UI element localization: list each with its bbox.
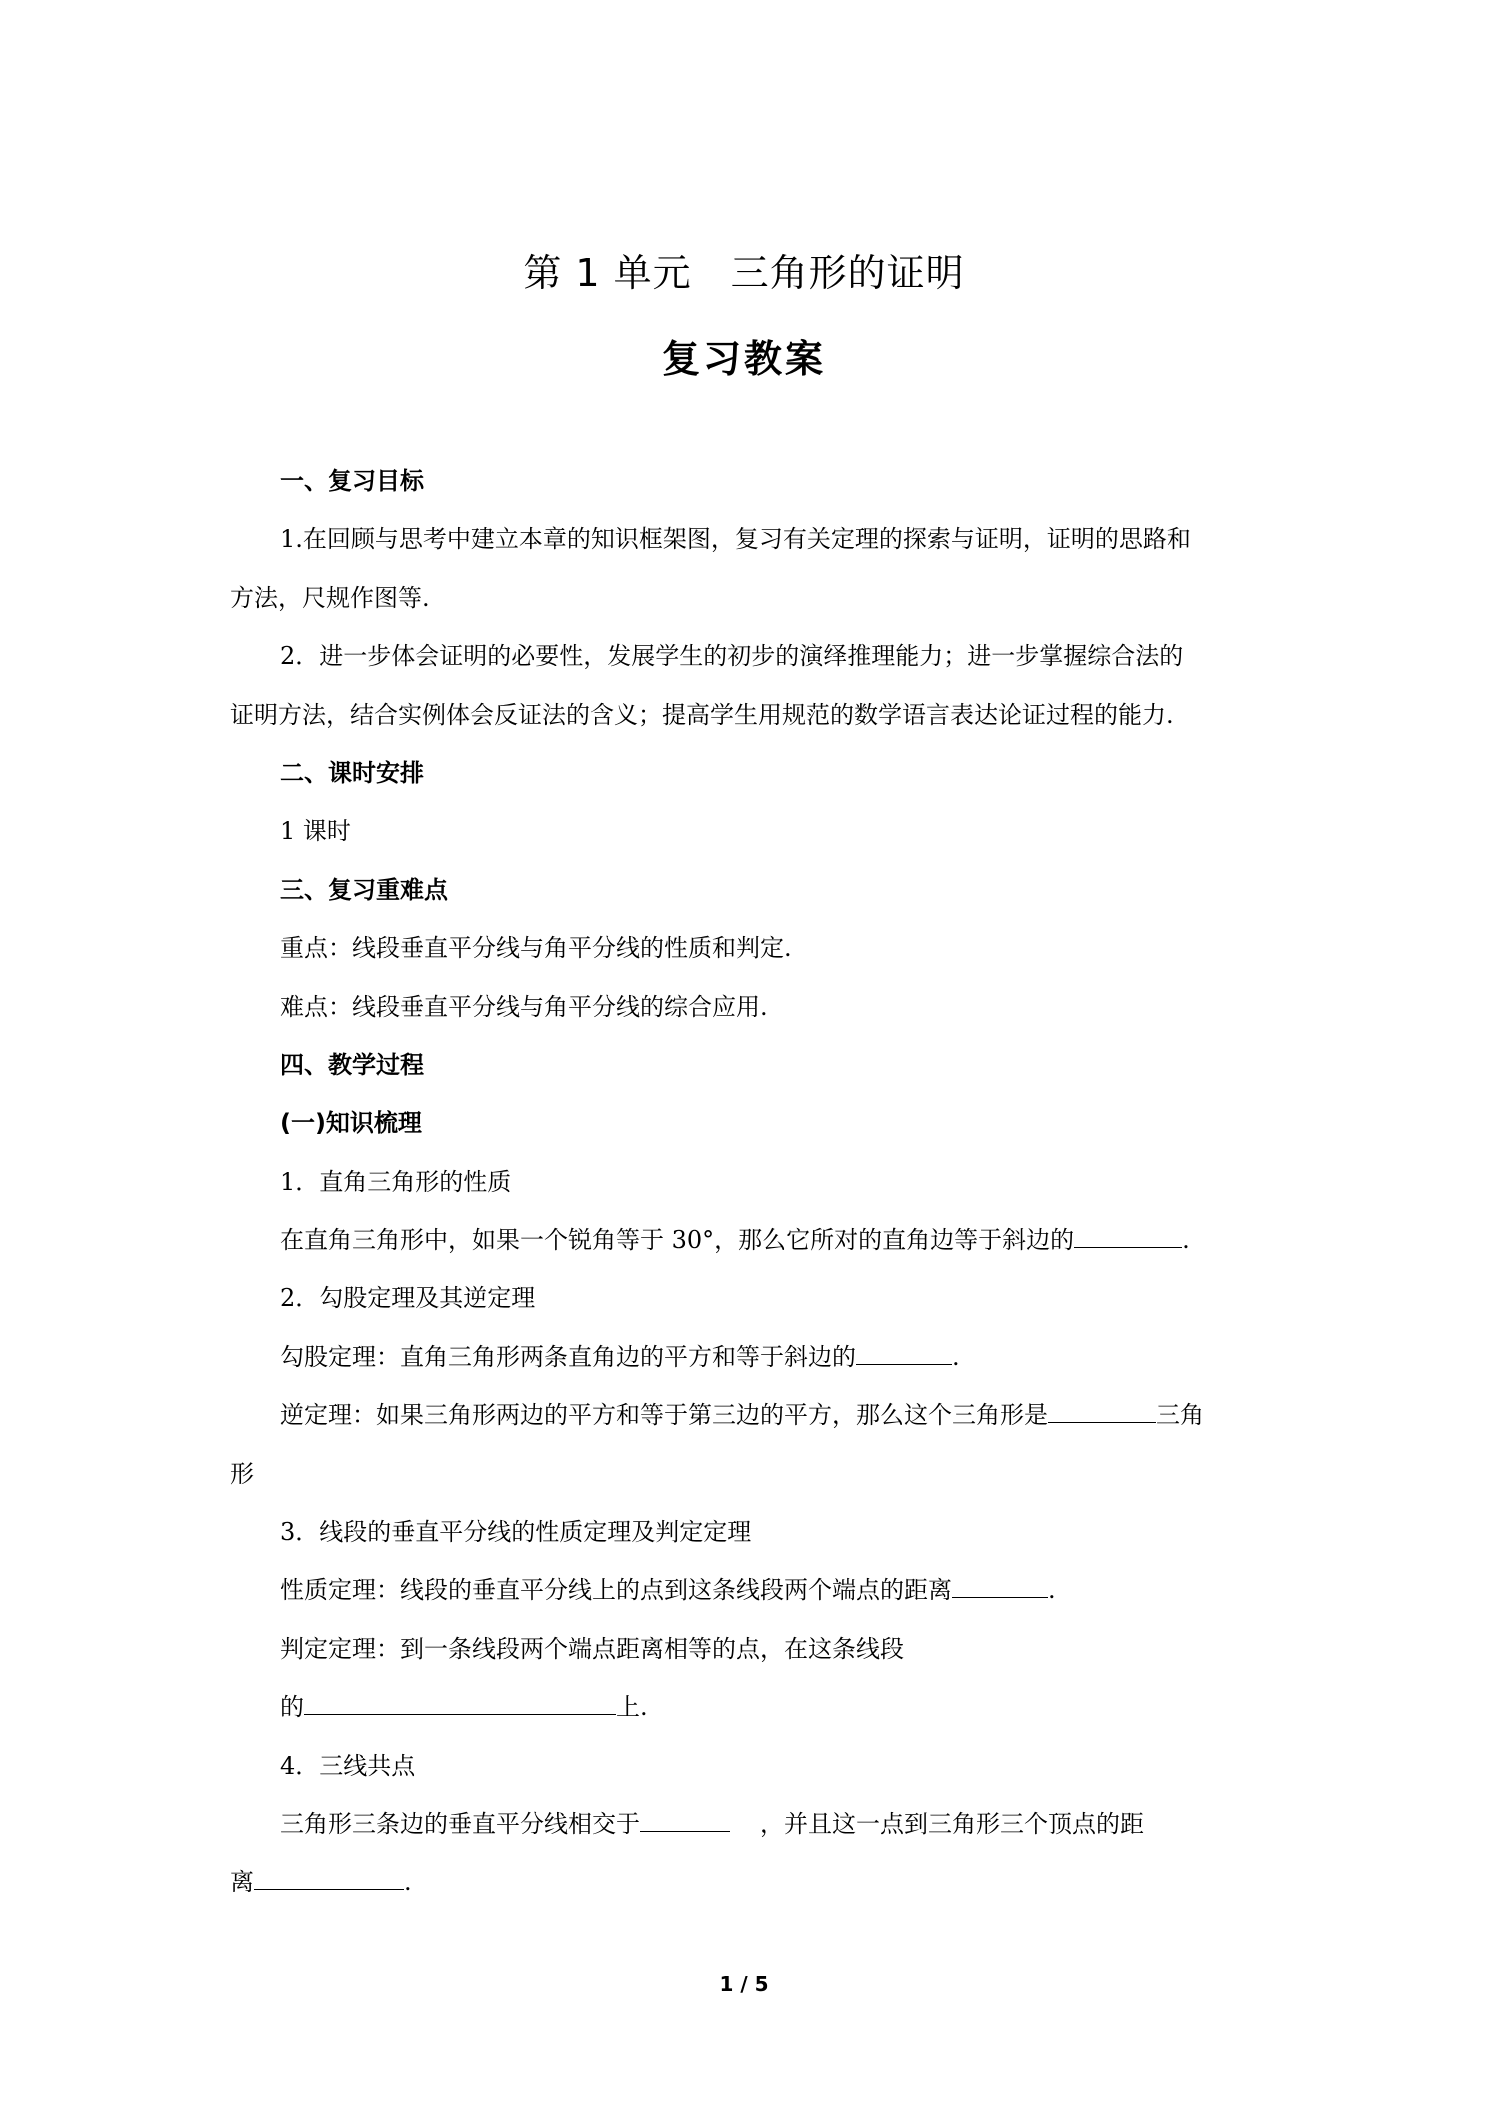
page-number: 1 / 5 — [719, 1972, 769, 1996]
fill-in-blank — [304, 1692, 616, 1715]
unit-title: 第 1 单元 三角形的证明 — [523, 251, 965, 295]
pythagorean-theorem — [230, 1328, 1275, 1386]
topic-1-heading: 1．直角三角形的性质 — [280, 1167, 512, 1196]
topic-1-end: . — [1182, 1226, 1190, 1255]
goal-2-line-1: 2．进一步体会证明的必要性，发展学生的初步的演绎推理能力；进一步掌握综合法的 — [280, 642, 1184, 671]
goal-1-line-1: 1.在回顾与思考中建立本章的知识框架图，复习有关定理的探索与证明，证明的思路和 — [280, 525, 1191, 554]
section-heading-goals: 一、复习目标 — [280, 467, 424, 495]
key-point-text: 重点：线段垂直平分线与角平分线的性质和判定. — [280, 934, 792, 963]
pythagorean-text: 勾股定理：直角三角形两条直角边的平方和等于斜边的 — [280, 1342, 856, 1371]
fill-in-blank — [254, 1867, 404, 1890]
section-heading-process: 四、教学过程 — [280, 1050, 424, 1079]
fill-in-blank — [1048, 1400, 1156, 1423]
topic-3-heading: 3．线段的垂直平分线的性质定理及判定定理 — [280, 1518, 752, 1547]
concurrency-line-1 — [230, 1795, 1275, 1853]
converse-theorem-line-2: 形 — [230, 1459, 254, 1488]
topic-1-statement — [230, 1211, 1275, 1269]
property-text: 性质定理：线段的垂直平分线上的点到这条线段两个端点的距离 — [280, 1576, 952, 1605]
concurrency-line-2 — [230, 1853, 1275, 1911]
topic-2-heading: 2．勾股定理及其逆定理 — [280, 1284, 536, 1313]
determination-theorem-line-1: 判定定理：到一条线段两个端点距离相等的点，在这条线段 — [280, 1634, 904, 1663]
fill-in-blank — [856, 1342, 952, 1365]
topic-1-text: 在直角三角形中，如果一个锐角等于 30°，那么它所对的直角边等于斜边的 — [280, 1226, 1075, 1255]
fill-in-blank — [640, 1809, 730, 1832]
determination-theorem-line-2 — [230, 1678, 1275, 1736]
determination-text: 的 — [280, 1693, 304, 1722]
goal-1-line-2: 方法，尺规作图等. — [230, 583, 430, 612]
concurrency-end: . — [404, 1868, 412, 1897]
property-theorem — [230, 1561, 1275, 1619]
property-end: . — [1048, 1576, 1056, 1605]
schedule-text: 1 课时 — [280, 817, 351, 846]
concurrency-text: 三角形三条边的垂直平分线相交于 — [280, 1809, 640, 1838]
concurrency-text-cont: ，并且这一点到三角形三个顶点的距 — [760, 1809, 1144, 1838]
converse-theorem-line-1 — [230, 1386, 1275, 1444]
goal-2-line-2: 证明方法，结合实例体会反证法的含义；提高学生用规范的数学语言表达论证过程的能力. — [230, 700, 1174, 729]
document-body — [230, 452, 1275, 1912]
section-heading-key-points: 三、复习重难点 — [280, 875, 448, 904]
section-heading-schedule: 二、课时安排 — [280, 758, 424, 787]
difficulty-text: 难点：线段垂直平分线与角平分线的综合应用. — [280, 992, 768, 1021]
lesson-title: 复习教案 — [661, 337, 826, 381]
concurrency-text-end: 离 — [230, 1868, 254, 1897]
fill-in-blank — [1074, 1225, 1182, 1248]
subsection-heading-knowledge: (一)知识梳理 — [280, 1109, 422, 1138]
fill-in-blank — [952, 1575, 1048, 1598]
topic-4-heading: 4．三线共点 — [280, 1751, 416, 1780]
determination-end: 上. — [616, 1693, 648, 1722]
pythagorean-end: . — [952, 1342, 960, 1371]
converse-end: 三角 — [1156, 1401, 1204, 1430]
converse-text: 逆定理：如果三角形两边的平方和等于第三边的平方，那么这个三角形是 — [280, 1401, 1048, 1430]
